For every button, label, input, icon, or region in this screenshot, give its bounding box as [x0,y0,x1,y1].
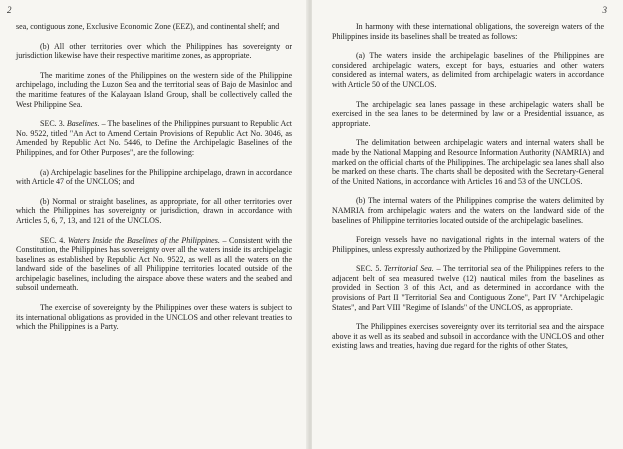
text-column [332,22,604,361]
section-title: Waters Inside the Baselines of the Philippines. [67,235,220,245]
section-text: – Consistent with the Constitution, the Philippines has sovereignty over all the waters inside its archipelagic baselines as established by Republic Act No. 9522, as well as all the waters on the landward side of the baselines of all Philippine territories located outside of the archipelagic baselines, including the airspace above these waters and the seabed and subsoil underneath. [16,235,293,293]
page-number: 3 [602,5,607,15]
section-5-paragraph [332,264,604,312]
paragraph: The delimitation between archipelagic waters and internal waters shall be made by the National Mapping and Resource Information Authority (NAMRIA) and marked on the official charts of the Philippines. The archipelagic sea lanes shall also be marked on these charts. The charts shall be deposited with the Secretary-General of the United Nations, in accordance with Articles 16 and 53 of the UNCLOS. [332,138,604,186]
paragraph: (b) The internal waters of the Philippines comprise the waters delimited by NAMRIA from archipelagic waters and the waters on the landward side of the baselines of Philippine territories located outside of the archipelagic baselines. [332,196,604,225]
paragraph: In harmony with these international obligations, the sovereign waters of the Philippines inside its baselines shall be treated as follows: [332,22,604,41]
paragraph: The archipelagic sea lanes passage in these archipelagic waters shall be exercised in the sea lanes to be determined by law or a Presidential issuance, as appropriate. [332,99,604,128]
paragraph: Foreign vessels have no navigational rights in the internal waters of the Philippines, unless expressly authorized by the Philippine Government. [332,235,604,254]
paragraph: (b) Normal or straight baselines, as appropriate, for all other territories over which the Philippines has sovereignty or jurisdiction, drawn in accordance with Articles 5, 6, 7, 13, and 121 of the UNCLOS. [16,196,292,225]
paragraph: (a) Archipelagic baselines for the Philippine archipelago, drawn in accordance with Article 47 of the UNCLOS; and [16,167,292,187]
section-3-paragraph [16,119,292,157]
paragraph: (b) All other territories over which the Philippines has sovereignty or jurisdiction likewise have their respective maritime zones, as appropriate. [16,41,292,61]
section-4-paragraph [16,236,292,294]
right-page [312,0,623,449]
text-column [16,22,292,342]
section-title: Baselines. [66,119,100,129]
paragraph: (a) The waters inside the archipelagic baselines of the Philippines are considered archipelagic waters, except for bays, estuaries and other waters considered as internal waters, as delimited from archipelagic waters in accordance with Article 50 of the UNCLOS. [332,51,604,89]
page-number: 2 [7,5,12,15]
paragraph: The maritime zones of the Philippines on the western side of the Philippine archipelago, including the Luzon Sea and the territorial seas of Bajo de Masinloc and the maritime features of the Kalayaan Island Group, shall be collectively called the West Philippine Sea. [16,70,292,109]
section-text: – The baselines of the Philippines pursuant to Republic Act No. 9522, titled "An Act to Amend Certain Provisions of Republic Act No. 3046, as Amended by Republic Act No. 5446, to Define the Archipelagic Baselines of the Philippines, and for Other Purposes", are the following: [16,119,293,157]
paragraph: The exercise of sovereignty by the Philippines over these waters is subject to its international obligations as provided in the UNCLOS and other relevant treaties to which the Philippines is a Party. [16,303,292,332]
paragraph: The Philippines exercises sovereignty over its territorial sea and the airspace above it as well as its seabed and subsoil in accordance with the UNCLOS and other existing laws and treaties, having due regard for the rights of other States, [332,322,604,351]
section-label: SEC. 5. [356,264,382,274]
left-page [0,0,308,449]
section-label: SEC. 3. [40,119,65,129]
paragraph: sea, contiguous zone, Exclusive Economic Zone (EEZ), and continental shelf; and [16,22,280,31]
section-label: SEC. 4. [40,235,66,245]
section-text: – The territorial sea of the Philippines refers to the adjacent belt of sea measured twelve (12) nautical miles from the baselines as provided in Section 3 of this Act, and as determined in accordance with the provisions of Part II "Territorial Sea and Contiguous Zone", Part IV "Archipelagic States", and Part VIII "Regime of Islands" of the UNCLOS, as appropriate. [332,264,605,312]
section-title: Territorial Sea. [384,264,434,274]
